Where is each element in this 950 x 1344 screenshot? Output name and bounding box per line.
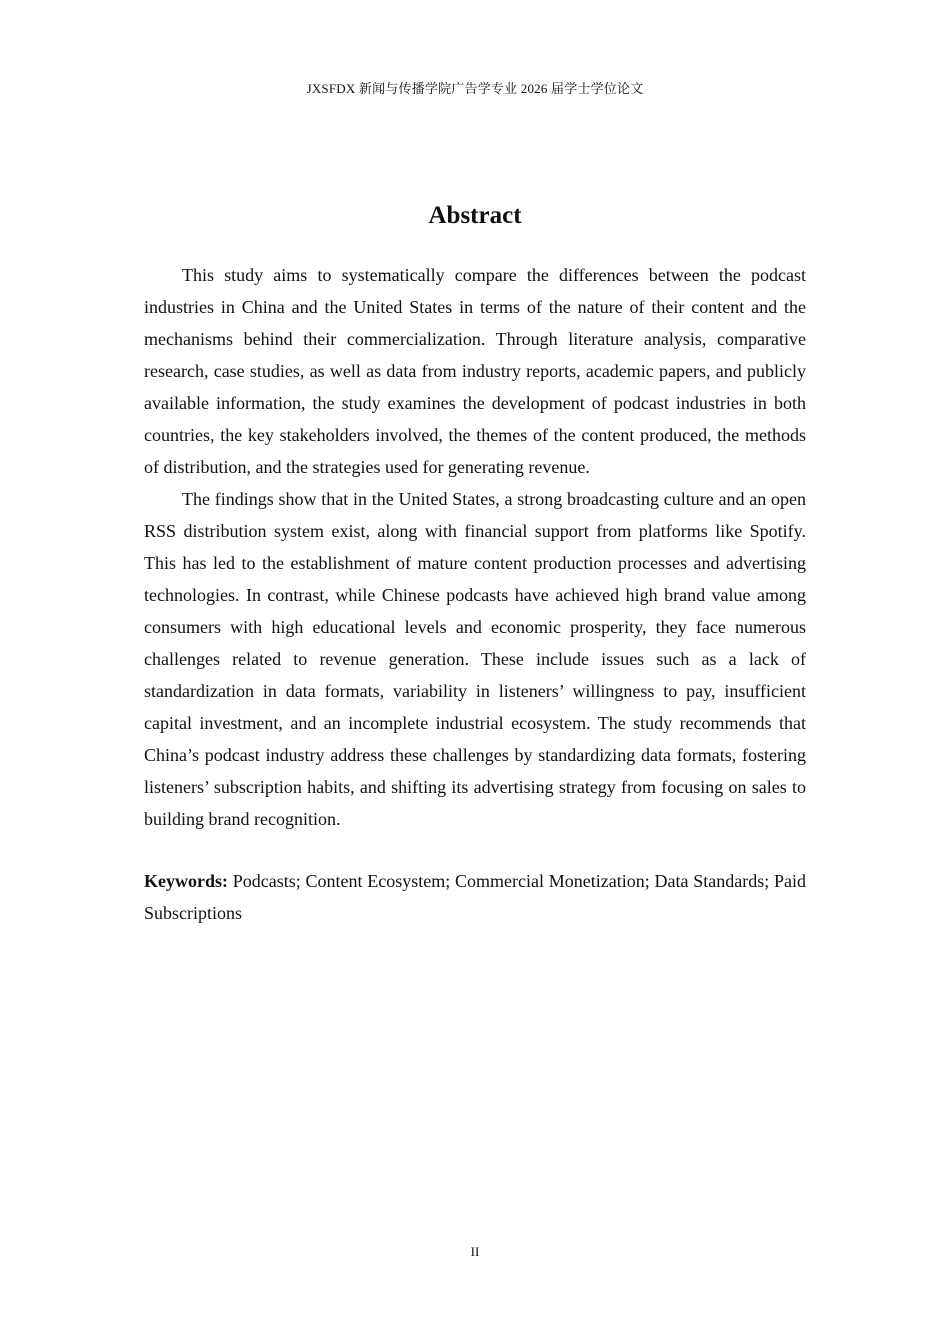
keywords-label: Keywords: — [144, 871, 228, 891]
keywords-line — [144, 865, 806, 929]
abstract-paragraph-2: The findings show that in the United States, a strong broadcasting culture and an open RSS distribution system exist, along with financial support from platforms like Spotify. This has led to the establishment of mature content production processes and advertising technologies. In contrast, while Chinese podcasts have achieved high brand value among consumers with high educational levels and economic prosperity, they face numerous challenges related to revenue generation. These include issues such as a lack of standardization in data formats, variability in listeners’ willingness to pay, insufficient capital investment, and an incomplete industrial ecosystem. The study recommends that China’s podcast industry address these challenges by standardizing data formats, fostering listeners’ subscription habits, and shifting its advertising strategy from focusing on sales to building brand recognition. — [144, 489, 806, 829]
abstract-title: Abstract — [428, 202, 522, 229]
page-number: II — [470, 1244, 480, 1259]
running-header: JXSFDX 新闻与传播学院广告学专业 2026 届学士学位论文 — [306, 81, 644, 96]
abstract-body — [144, 259, 806, 835]
abstract-paragraph-1: This study aims to systematically compare the differences between the podcast industries in China and the United States in terms of the nature of their content and the mechanisms behind their commercialization. Through literature analysis, comparative research, case studies, as well as data from industry reports, academic papers, and publicly available information, the study examines the development of podcast industries in both countries, the key stakeholders involved, the themes of the content produced, the methods of distribution, and the strategies used for generating revenue. — [144, 265, 806, 477]
keywords-text: Podcasts; Content Ecosystem; Commercial Monetization; Data Standards; Paid Subscriptions — [144, 871, 806, 923]
